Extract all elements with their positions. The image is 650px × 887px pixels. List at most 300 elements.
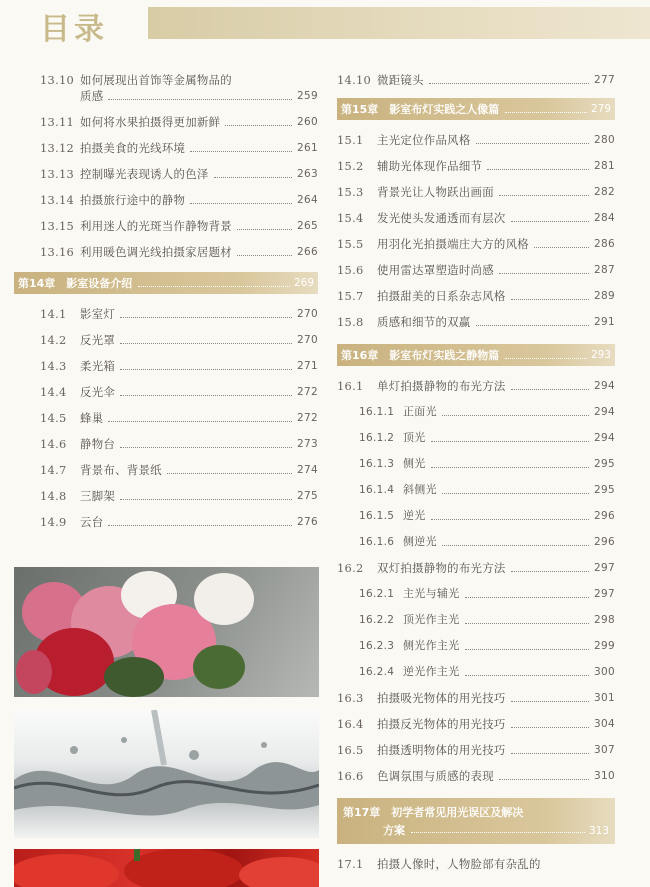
page-number: 274 [297, 464, 318, 476]
page-number: 294 [594, 380, 615, 392]
chapter-heading[interactable] [337, 344, 615, 366]
toc-subentry[interactable] [337, 586, 615, 602]
dot-leader [431, 519, 589, 520]
dot-leader [431, 467, 589, 468]
entry-number: 16.1 [337, 379, 364, 393]
page-number: 296 [594, 536, 615, 548]
red-peppers-photo [14, 849, 319, 887]
page-number: 301 [594, 692, 615, 704]
entry-number: 15.1 [337, 133, 364, 147]
entry-title: 单灯拍摄静物的布光方法 [377, 379, 506, 393]
page-number: 297 [594, 588, 615, 600]
toc-entry[interactable] [337, 262, 615, 278]
entry-body [377, 742, 615, 758]
toc-entry[interactable] [40, 218, 318, 234]
toc-entry[interactable] [337, 236, 615, 252]
entry-line [377, 378, 615, 394]
entry-line [377, 690, 615, 706]
entry-title: 拍摄甜美的日系杂志风格 [377, 289, 506, 303]
entry-number: 16.6 [337, 769, 364, 783]
dot-leader [431, 441, 589, 442]
entry-title: 斜侧光 [403, 483, 437, 496]
toc-entry[interactable] [40, 244, 318, 260]
page-number: 272 [297, 412, 318, 424]
entry-number: 16.1.1 [359, 406, 395, 418]
entry-line [377, 716, 615, 732]
entry-title: 利用暖色调光线拍摄家居题材 [80, 245, 232, 259]
entry-title: 顶光 [403, 431, 426, 444]
entry-line [377, 72, 615, 88]
entry-body [377, 856, 615, 872]
entry-line [403, 404, 615, 420]
entry-body [80, 140, 318, 156]
entry-title: 顶光作主光 [403, 613, 460, 626]
dot-leader [511, 221, 589, 222]
entry-body [377, 184, 615, 200]
page-number: 300 [594, 666, 615, 678]
entry-line [377, 184, 615, 200]
entry-body [377, 158, 615, 174]
entry-number: 14.4 [40, 385, 67, 399]
dot-leader [442, 545, 589, 546]
entry-line [403, 482, 615, 498]
page-number: 295 [594, 484, 615, 496]
toc-entry[interactable] [40, 332, 318, 348]
entry-title: 侧逆光 [403, 535, 437, 548]
dot-leader [511, 753, 589, 754]
toc-entry[interactable] [40, 358, 318, 374]
entry-line [403, 430, 615, 446]
entry-line [403, 638, 615, 654]
entry-title: 微距镜头 [377, 73, 424, 87]
entry-number: 15.2 [337, 159, 364, 173]
dot-leader [511, 389, 589, 390]
page-number: 264 [297, 194, 318, 206]
entry-title: 拍摄人像时，人物脸部有杂乱的 [377, 857, 541, 871]
entry-body [80, 72, 318, 104]
toc-entry[interactable] [40, 436, 318, 452]
entry-title: 拍摄反光物体的用光技巧 [377, 717, 506, 731]
toc-entry[interactable] [337, 690, 615, 706]
page-title: 目录 [40, 12, 108, 47]
entry-line [80, 244, 318, 260]
page-number: 266 [297, 246, 318, 258]
chapter-label-row [343, 822, 609, 840]
entry-number: 13.15 [40, 219, 75, 233]
entry-title: 反光伞 [80, 385, 116, 399]
entry-title: 侧光作主光 [403, 639, 460, 652]
toc-subentry[interactable] [337, 508, 615, 524]
entry-line [377, 856, 615, 872]
entry-number: 15.7 [337, 289, 364, 303]
entry-title: 拍摄透明物体的用光技巧 [377, 743, 506, 757]
entry-body [403, 664, 615, 680]
entry-number: 16.2 [337, 561, 364, 575]
entry-line [377, 158, 615, 174]
entry-body [80, 514, 318, 530]
entry-body [377, 716, 615, 732]
entry-title: 三脚架 [80, 489, 116, 503]
entry-number: 16.3 [337, 691, 364, 705]
page-number: 287 [594, 264, 615, 276]
page-number: 275 [297, 490, 318, 502]
entry-body [377, 560, 615, 576]
entry-body [80, 332, 318, 348]
toc-entry[interactable] [337, 768, 615, 784]
entry-body [403, 586, 615, 602]
toc-entry[interactable] [40, 192, 318, 208]
toc-entry[interactable] [337, 560, 615, 576]
dot-leader [499, 779, 589, 780]
toc-entry[interactable] [337, 742, 615, 758]
entry-title: 双灯拍摄静物的布光方法 [377, 561, 506, 575]
dot-leader [476, 325, 590, 326]
page-number: 263 [297, 168, 318, 180]
dot-leader [120, 395, 292, 396]
chapter-heading[interactable] [14, 272, 318, 294]
chapter-label: 第17章 初学者常见用光误区及解决 [343, 806, 524, 819]
dot-leader [499, 195, 589, 196]
page-number: 271 [297, 360, 318, 372]
chapter-heading[interactable] [337, 98, 615, 120]
toc-entry[interactable] [40, 384, 318, 400]
entry-line [80, 192, 318, 208]
toc-entry[interactable] [337, 716, 615, 732]
entry-line [80, 462, 318, 478]
entry-line [377, 314, 615, 330]
chapter-page: 293 [590, 349, 611, 361]
entry-title: 云台 [80, 515, 104, 529]
entry-line [80, 410, 318, 426]
entry-line [403, 508, 615, 524]
dot-leader [511, 299, 589, 300]
entry-number: 14.9 [40, 515, 67, 529]
entry-title: 质感 [80, 89, 104, 103]
dot-leader [465, 597, 590, 598]
entry-body [80, 244, 318, 260]
entry-title: 如何将水果拍摄得更加新鲜 [80, 115, 221, 129]
dot-leader [465, 675, 590, 676]
entry-line [80, 436, 318, 452]
toc-subentry[interactable] [337, 482, 615, 498]
toc-entry[interactable] [40, 306, 318, 322]
dot-leader [108, 99, 292, 100]
entry-number: 13.14 [40, 193, 75, 207]
entry-body [403, 482, 615, 498]
entry-body [80, 306, 318, 322]
page-number: 307 [594, 744, 615, 756]
chapter-label: 第16章 影室布灯实践之静物篇 [341, 349, 500, 362]
chapter-page: 313 [588, 825, 609, 837]
entry-title: 柔光箱 [80, 359, 116, 373]
entry-body [377, 690, 615, 706]
entry-number: 15.3 [337, 185, 364, 199]
page-number: 310 [594, 770, 615, 782]
entry-title: 反光罩 [80, 333, 116, 347]
entry-number: 15.6 [337, 263, 364, 277]
page-number: 281 [594, 160, 615, 172]
entry-body [377, 378, 615, 394]
page-number: 289 [594, 290, 615, 302]
dot-leader [120, 499, 292, 500]
page-number: 276 [297, 516, 318, 528]
page-number: 265 [297, 220, 318, 232]
entry-number: 15.5 [337, 237, 364, 251]
entry-line [80, 218, 318, 234]
entry-body [403, 430, 615, 446]
dot-leader [465, 649, 590, 650]
entry-number: 16.5 [337, 743, 364, 757]
entry-title: 静物台 [80, 437, 116, 451]
page-number: 284 [594, 212, 615, 224]
page-number: 299 [594, 640, 615, 652]
entry-title: 控制曝光表现诱人的色泽 [80, 167, 209, 181]
entry-title: 使用雷达罩塑造时尚感 [377, 263, 494, 277]
toc-entry[interactable] [337, 288, 615, 304]
page-number: 259 [297, 90, 318, 102]
entry-number: 15.8 [337, 315, 364, 329]
dot-leader [487, 169, 589, 170]
toc-entry[interactable] [40, 514, 318, 530]
entry-title: 质感和细节的双赢 [377, 315, 471, 329]
entry-line [80, 332, 318, 348]
entry-line [403, 534, 615, 550]
entry-line [377, 742, 615, 758]
entry-body [403, 456, 615, 472]
entry-title: 色调氛围与质感的表现 [377, 769, 494, 783]
dot-leader [476, 143, 590, 144]
dot-leader [505, 358, 587, 359]
entry-title: 逆光 [403, 509, 426, 522]
title-bar [148, 7, 650, 39]
entry-line [80, 140, 318, 156]
entry-line [377, 560, 615, 576]
entry-number: 16.1.3 [359, 458, 395, 470]
entry-number: 16.1.4 [359, 484, 395, 496]
page-number: 294 [594, 432, 615, 444]
page-number: 261 [297, 142, 318, 154]
entry-title: 发光使头发通透而有层次 [377, 211, 506, 225]
entry-body [403, 638, 615, 654]
toc-left-column [18, 72, 318, 540]
page-number: 296 [594, 510, 615, 522]
entry-body [377, 768, 615, 784]
entry-title: 拍摄吸光物体的用光技巧 [377, 691, 506, 705]
page-number: 297 [594, 562, 615, 574]
entry-body [80, 114, 318, 130]
entry-title: 侧光 [403, 457, 426, 470]
entry-line [80, 166, 318, 182]
toc-subentry[interactable] [337, 664, 615, 680]
entry-number: 13.16 [40, 245, 75, 259]
dot-leader [237, 255, 292, 256]
toc-entry[interactable] [337, 72, 615, 88]
toc-entry[interactable] [337, 210, 615, 226]
chapter-page: 279 [590, 103, 611, 115]
entry-title: 背景光让人物跃出画面 [377, 185, 494, 199]
entry-number: 14.8 [40, 489, 67, 503]
entry-number: 13.10 [40, 73, 75, 87]
toc-entry[interactable] [40, 140, 318, 156]
entry-line [403, 612, 615, 628]
entry-line [80, 384, 318, 400]
entry-number: 14.6 [40, 437, 67, 451]
dot-leader [411, 832, 585, 833]
dot-leader [120, 343, 292, 344]
toc-entry[interactable] [40, 72, 318, 104]
toc-entry[interactable] [337, 184, 615, 200]
entry-number: 13.13 [40, 167, 75, 181]
entry-line [80, 488, 318, 504]
page-number: 280 [594, 134, 615, 146]
page-number: 304 [594, 718, 615, 730]
entry-title: 辅助光体现作品细节 [377, 159, 483, 173]
entry-line [80, 88, 318, 104]
dot-leader [214, 177, 292, 178]
page-number: 298 [594, 614, 615, 626]
entry-number: 16.4 [337, 717, 364, 731]
dot-leader [190, 203, 292, 204]
toc-subentry[interactable] [337, 612, 615, 628]
dot-leader [120, 447, 292, 448]
entry-title: 逆光作主光 [403, 665, 460, 678]
entry-body [80, 436, 318, 452]
toc-entry[interactable] [40, 462, 318, 478]
page-number: 291 [594, 316, 615, 328]
entry-number: 16.1.5 [359, 510, 395, 522]
chapter-label: 方案 [383, 824, 405, 837]
toc-entry[interactable] [337, 856, 615, 872]
entry-body [80, 358, 318, 374]
entry-title: 如何展现出首饰等金属物品的 [80, 73, 232, 87]
page-number: 294 [594, 406, 615, 418]
toc-subentry[interactable] [337, 430, 615, 446]
dot-leader [534, 247, 589, 248]
toc-entry[interactable] [40, 488, 318, 504]
entry-number: 15.4 [337, 211, 364, 225]
chapter-page: 269 [293, 277, 314, 289]
entry-body [377, 72, 615, 88]
toc-subentry[interactable] [337, 456, 615, 472]
entry-title: 背景布、背景纸 [80, 463, 162, 477]
entry-body [377, 210, 615, 226]
toc-entry[interactable] [337, 132, 615, 148]
dot-leader [167, 473, 292, 474]
toc-entry[interactable] [40, 410, 318, 426]
entry-number: 17.1 [337, 857, 364, 871]
entry-body [80, 218, 318, 234]
entry-title: 影室灯 [80, 307, 116, 321]
entry-body [80, 166, 318, 182]
toc-subentry[interactable] [337, 404, 615, 420]
entry-line [80, 114, 318, 130]
dot-leader [108, 421, 292, 422]
chapter-label: 第14章 影室设备介绍 [18, 277, 133, 290]
entry-line [377, 210, 615, 226]
page-number: 286 [594, 238, 615, 250]
water-splash-photo [14, 710, 319, 838]
page-number: 270 [297, 308, 318, 320]
entry-body [377, 288, 615, 304]
toc-entry[interactable] [337, 314, 615, 330]
entry-number: 13.11 [40, 115, 75, 129]
entry-line [80, 72, 318, 88]
entry-title: 利用迷人的光斑当作静物背景 [80, 219, 232, 233]
entry-line [403, 664, 615, 680]
dot-leader [138, 286, 290, 287]
dot-leader [237, 229, 292, 230]
page-number: 277 [594, 74, 615, 86]
chapter-heading[interactable] [337, 798, 615, 844]
entry-number: 14.7 [40, 463, 67, 477]
page-number: 273 [297, 438, 318, 450]
entry-title: 用羽化光拍摄端庄大方的风格 [377, 237, 529, 251]
entry-number: 14.2 [40, 333, 67, 347]
entry-body [377, 262, 615, 278]
page-number: 260 [297, 116, 318, 128]
entry-number: 14.5 [40, 411, 67, 425]
entry-number: 14.1 [40, 307, 67, 321]
entry-body [377, 314, 615, 330]
entry-line [403, 456, 615, 472]
entry-body [403, 534, 615, 550]
entry-body [80, 462, 318, 478]
dot-leader [120, 369, 292, 370]
page-number: 270 [297, 334, 318, 346]
toc-entry[interactable] [40, 114, 318, 130]
entry-number: 16.2.2 [359, 614, 395, 626]
entry-line [377, 288, 615, 304]
entry-body [377, 236, 615, 252]
entry-body [80, 192, 318, 208]
page-number: 282 [594, 186, 615, 198]
dot-leader [442, 493, 589, 494]
page-number: 272 [297, 386, 318, 398]
entry-body [403, 612, 615, 628]
entry-line [80, 514, 318, 530]
dot-leader [511, 701, 589, 702]
dot-leader [511, 571, 589, 572]
entry-title: 主光定位作品风格 [377, 133, 471, 147]
page-number: 295 [594, 458, 615, 470]
entry-body [80, 410, 318, 426]
toc-subentry[interactable] [337, 534, 615, 550]
entry-number: 16.2.4 [359, 666, 395, 678]
entry-number: 16.2.1 [359, 588, 395, 600]
entry-title: 正面光 [403, 405, 437, 418]
entry-line [377, 236, 615, 252]
entry-number: 16.1.6 [359, 536, 395, 548]
dot-leader [442, 415, 589, 416]
entry-body [403, 508, 615, 524]
toc-entry[interactable] [40, 166, 318, 182]
entry-number: 14.3 [40, 359, 67, 373]
toc-right-column [337, 72, 615, 882]
entry-title: 拍摄旅行途中的静物 [80, 193, 186, 207]
entry-body [80, 384, 318, 400]
entry-number: 16.2.3 [359, 640, 395, 652]
toc-entry[interactable] [337, 158, 615, 174]
dot-leader [225, 125, 292, 126]
dot-leader [511, 727, 589, 728]
toc-entry[interactable] [337, 378, 615, 394]
entry-title: 主光与辅光 [403, 587, 460, 600]
entry-number: 14.10 [337, 73, 372, 87]
flowers-photo [14, 567, 319, 697]
entry-number: 13.12 [40, 141, 75, 155]
dot-leader [120, 317, 292, 318]
toc-subentry[interactable] [337, 638, 615, 654]
